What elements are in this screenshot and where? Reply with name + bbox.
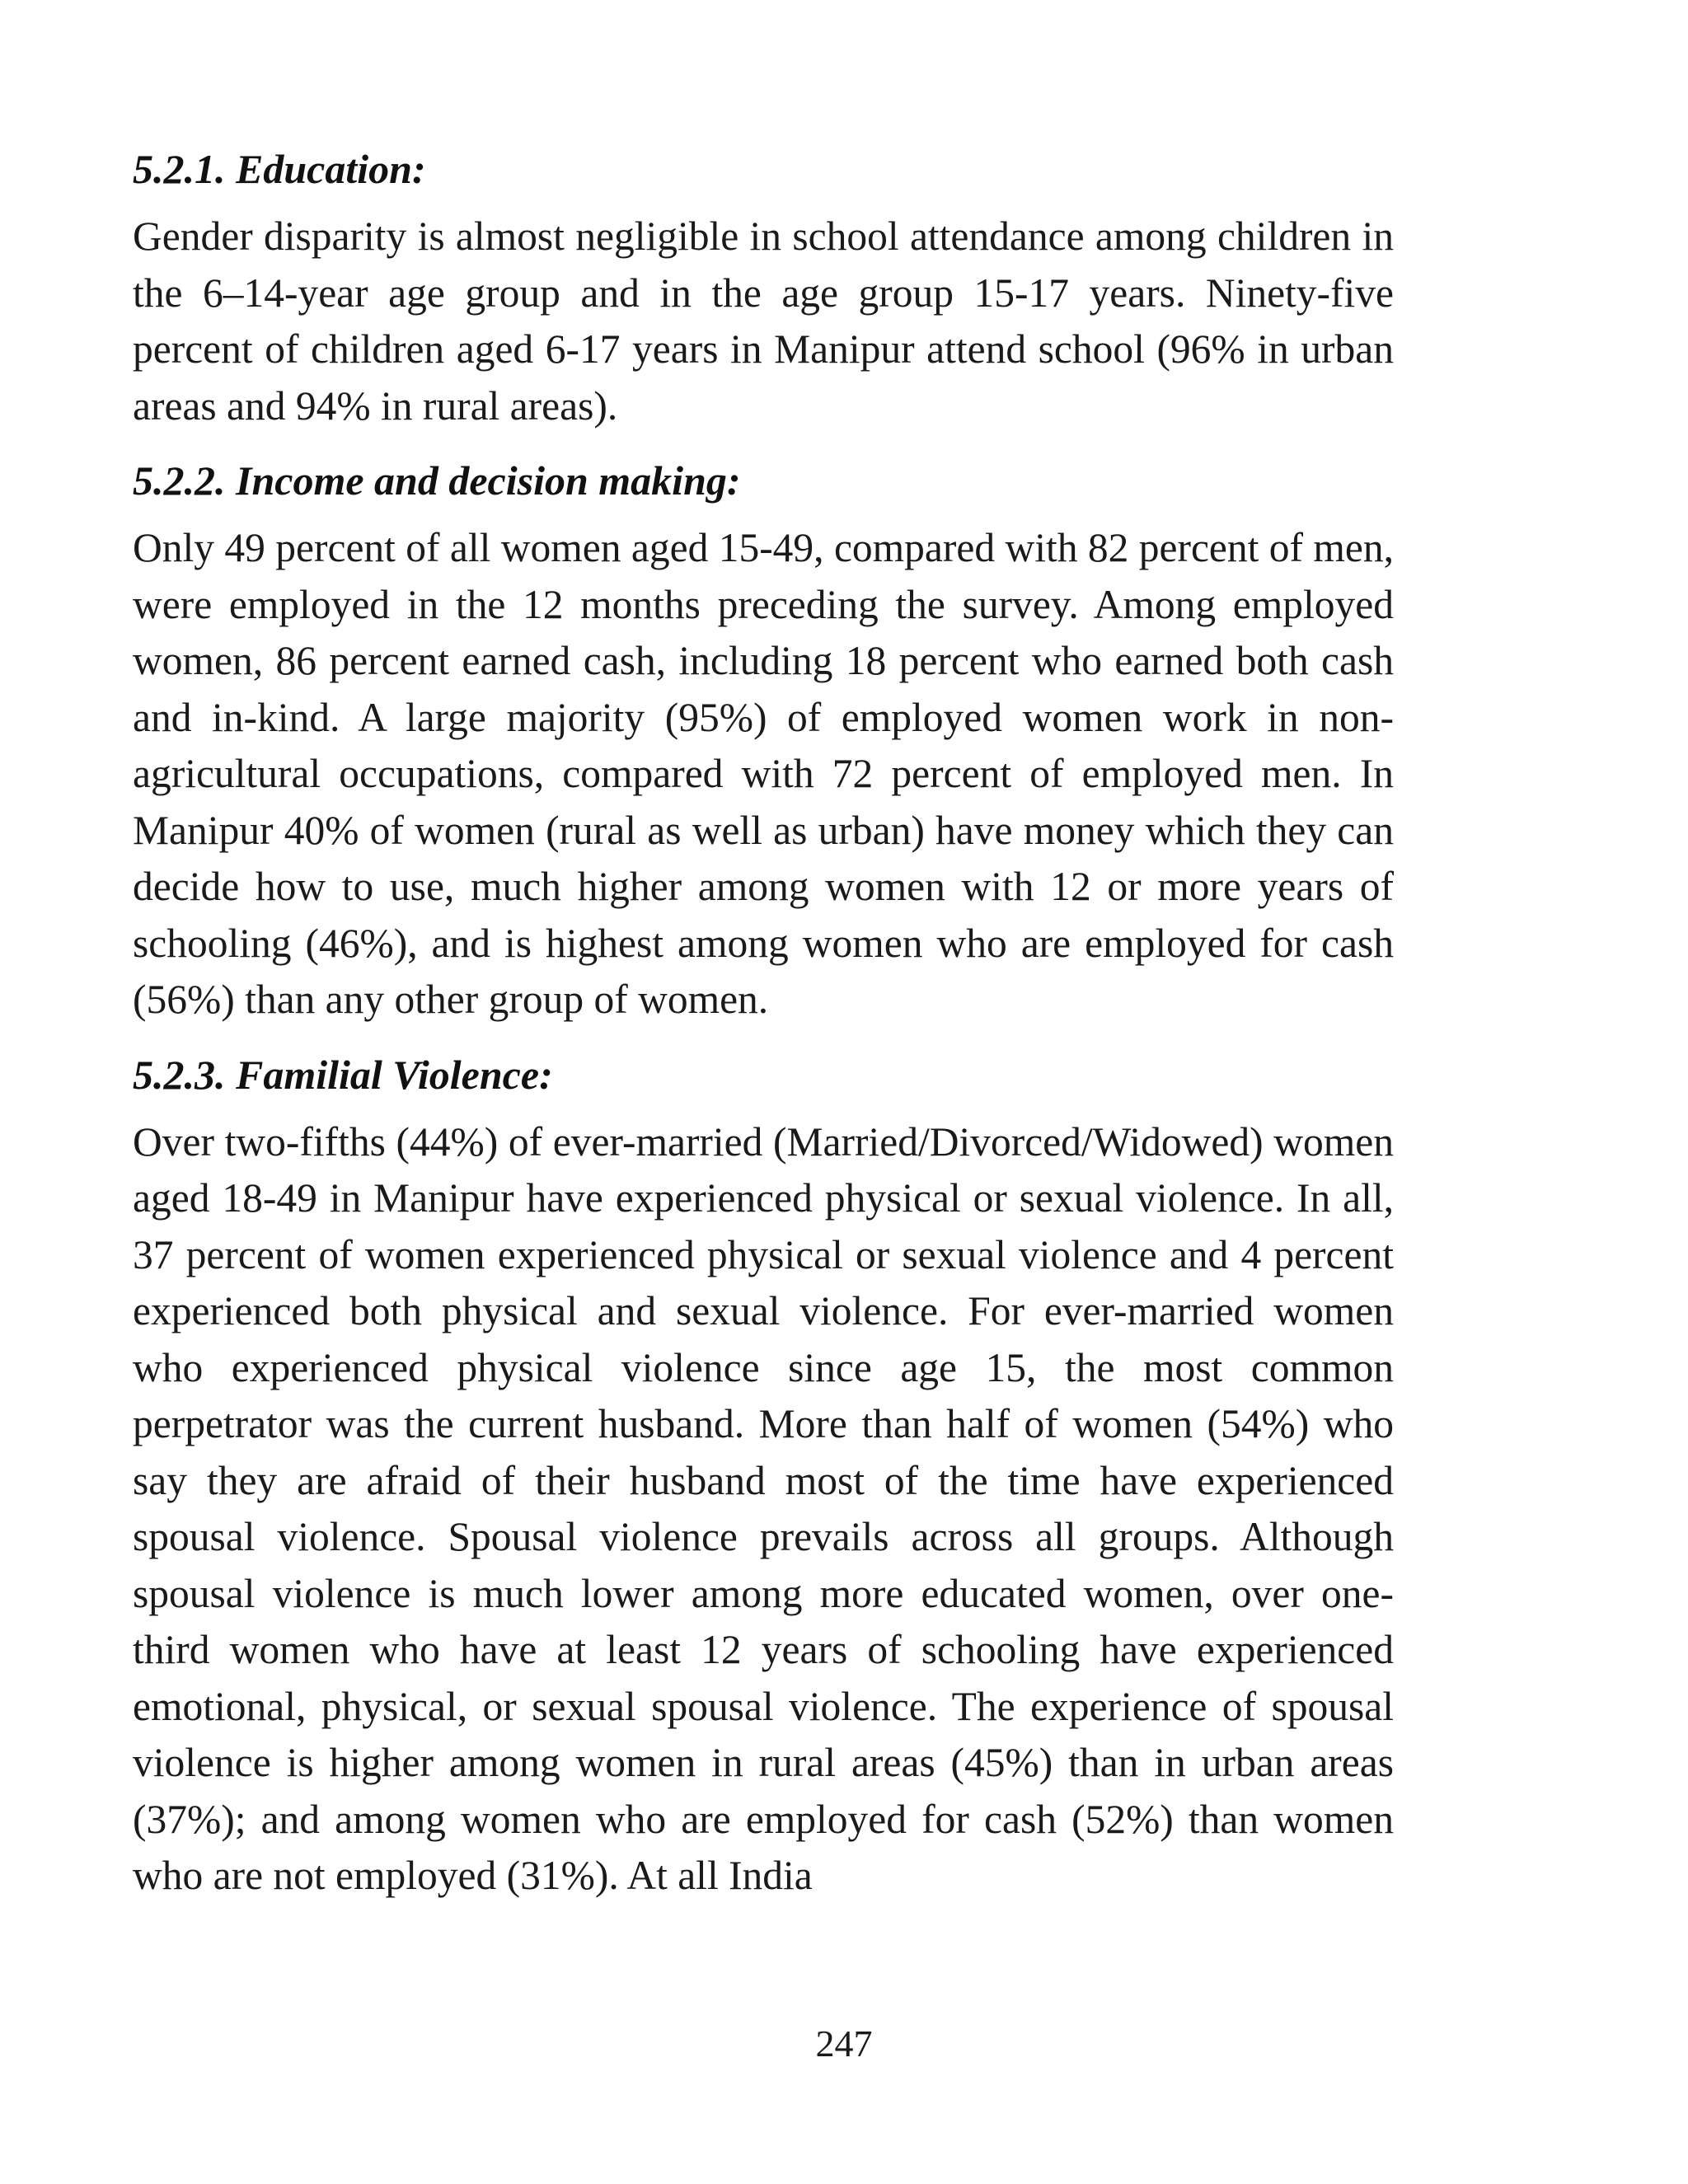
section-body-violence: Over two-fifths (44%) of ever-married (Married/Divorced/Widowed) women aged 18-49 in Manipur have experienced physical or sexual violence. In all, 37 percent of women experienced physical or sexual violence and 4 percent experienced both physical and sexual violence. For ever-married women who experienced physical violence since age 15, the most common perpetrator was the current husband. More than half of women (54%) who say they are afraid of their husband most of the time have experienced spousal violence. Spousal violence prevails across all groups. Although spousal violence is much lower among more educated women, over one-third women who have at least 12 years of schooling have experienced emotional, physical, or sexual spousal violence. The experience of spousal violence is higher among women in rural areas (45%) than in urban areas (37%); and among women who are employed for cash (52%) than women who are not employed (31%). At all India (133, 1118, 1394, 1898)
section-heading-education: 5.2.1. Education: (133, 146, 426, 192)
section-body-income: Only 49 percent of all women aged 15-49, compared with 82 percent of men, were employed in the 12 months preceding the survey. Among employed women, 86 percent earned cash, including 18 percent who earned both cash and in-kind. A large majority (95%) of employed women work in non-agricultural occupations, compared with 72 percent of employed men. In Manipur 40% of women (rural as well as urban) have money which they can decide how to use, much higher among women with 12 or more years of schooling (46%), and is highest among women who are employed for cash (56%) than any other group of women. (133, 525, 1394, 1022)
document-page (133, 144, 1394, 1926)
section-heading-income: 5.2.2. Income and decision making: (133, 457, 741, 504)
section-violence (133, 1050, 1394, 1905)
section-income (133, 456, 1394, 1029)
section-body-education: Gender disparity is almost negligible in school attendance among children in the 6–14-year age group and in the age group 15-17 years. Ninety-five percent of children aged 6-17 years in Manipur attend school (96% in urban areas and 94% in rural areas). (133, 213, 1394, 429)
section-heading-violence: 5.2.3. Familial Violence: (133, 1051, 553, 1098)
section-education (133, 144, 1394, 434)
page-number: 247 (815, 2022, 873, 2064)
